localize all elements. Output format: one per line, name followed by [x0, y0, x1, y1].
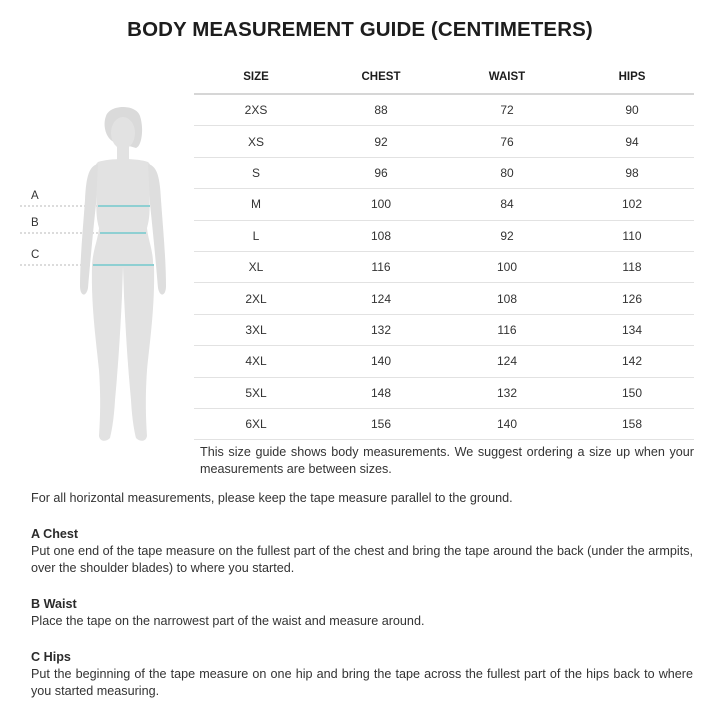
- hips-cell: 142: [570, 346, 694, 377]
- waist-section: [31, 596, 693, 630]
- chest-cell: 124: [318, 283, 444, 314]
- column-header-waist: WAIST: [444, 61, 570, 94]
- chest-section-text: Put one end of the tape measure on the fullest part of the chest and bring the tape around the back (under the armpits, over the shoulder blades) to where you started.: [31, 544, 693, 575]
- size-cell: 2XL: [194, 283, 318, 314]
- hips-cell: 98: [570, 157, 694, 188]
- hips-cell: 110: [570, 220, 694, 251]
- size-cell: S: [194, 157, 318, 188]
- waist-cell: 140: [444, 408, 570, 439]
- hips-section-title: C Hips: [31, 650, 71, 664]
- hips-section: [31, 649, 693, 700]
- table-row: [194, 346, 694, 377]
- chest-cell: 116: [318, 251, 444, 282]
- size-cell: XL: [194, 251, 318, 282]
- size-cell: L: [194, 220, 318, 251]
- waist-cell: 72: [444, 94, 570, 126]
- column-header-hips: HIPS: [570, 61, 694, 94]
- table-row: [194, 220, 694, 251]
- column-header-size: SIZE: [194, 61, 318, 94]
- chest-cell: 148: [318, 377, 444, 408]
- chest-section: [31, 526, 693, 577]
- waist-cell: 100: [444, 251, 570, 282]
- waist-cell: 124: [444, 346, 570, 377]
- waist-cell: 108: [444, 283, 570, 314]
- table-row: [194, 94, 694, 126]
- size-cell: 4XL: [194, 346, 318, 377]
- size-cell: XS: [194, 126, 318, 157]
- table-row: [194, 283, 694, 314]
- waist-cell: 84: [444, 189, 570, 220]
- body-figure-illustration: [20, 100, 200, 450]
- marker-label-a: A: [31, 190, 39, 202]
- column-header-chest: CHEST: [318, 61, 444, 94]
- waist-cell: 92: [444, 220, 570, 251]
- size-cell: M: [194, 189, 318, 220]
- table-row: [194, 157, 694, 188]
- hips-cell: 90: [570, 94, 694, 126]
- table-row: [194, 189, 694, 220]
- waist-section-text: Place the tape on the narrowest part of the waist and measure around.: [31, 614, 425, 628]
- size-cell: 6XL: [194, 408, 318, 439]
- marker-label-c: C: [31, 249, 40, 261]
- waist-cell: 132: [444, 377, 570, 408]
- marker-label-b: B: [31, 217, 39, 229]
- chest-section-title: A Chest: [31, 527, 79, 541]
- chest-cell: 156: [318, 408, 444, 439]
- table-row: [194, 377, 694, 408]
- waist-section-title: B Waist: [31, 597, 77, 611]
- hips-cell: 126: [570, 283, 694, 314]
- hips-cell: 158: [570, 408, 694, 439]
- waist-cell: 116: [444, 314, 570, 345]
- chest-cell: 96: [318, 157, 444, 188]
- page-title: BODY MEASUREMENT GUIDE (CENTIMETERS): [127, 18, 593, 41]
- chest-cell: 140: [318, 346, 444, 377]
- hips-cell: 134: [570, 314, 694, 345]
- chest-cell: 100: [318, 189, 444, 220]
- table-row: [194, 251, 694, 282]
- table-header-row: [194, 61, 694, 94]
- size-guide-note: This size guide shows body measurements. We suggest ordering a size up when your measurements are between sizes.: [200, 445, 694, 476]
- table-row: [194, 314, 694, 345]
- waist-cell: 80: [444, 157, 570, 188]
- table-row: [194, 408, 694, 439]
- table-row: [194, 126, 694, 157]
- size-cell: 2XS: [194, 94, 318, 126]
- hips-cell: 102: [570, 189, 694, 220]
- hips-cell: 118: [570, 251, 694, 282]
- chest-cell: 88: [318, 94, 444, 126]
- measurement-intro: For all horizontal measurements, please keep the tape measure parallel to the ground.: [31, 491, 513, 505]
- size-cell: 5XL: [194, 377, 318, 408]
- chest-cell: 92: [318, 126, 444, 157]
- hips-section-text: Put the beginning of the tape measure on one hip and bring the tape across the fullest part of the hips back to where you started measuring.: [31, 667, 693, 698]
- size-cell: 3XL: [194, 314, 318, 345]
- hips-cell: 150: [570, 377, 694, 408]
- hips-cell: 94: [570, 126, 694, 157]
- chest-cell: 132: [318, 314, 444, 345]
- waist-cell: 76: [444, 126, 570, 157]
- size-table: [194, 61, 694, 440]
- chest-cell: 108: [318, 220, 444, 251]
- body-silhouette-icon: [20, 100, 200, 450]
